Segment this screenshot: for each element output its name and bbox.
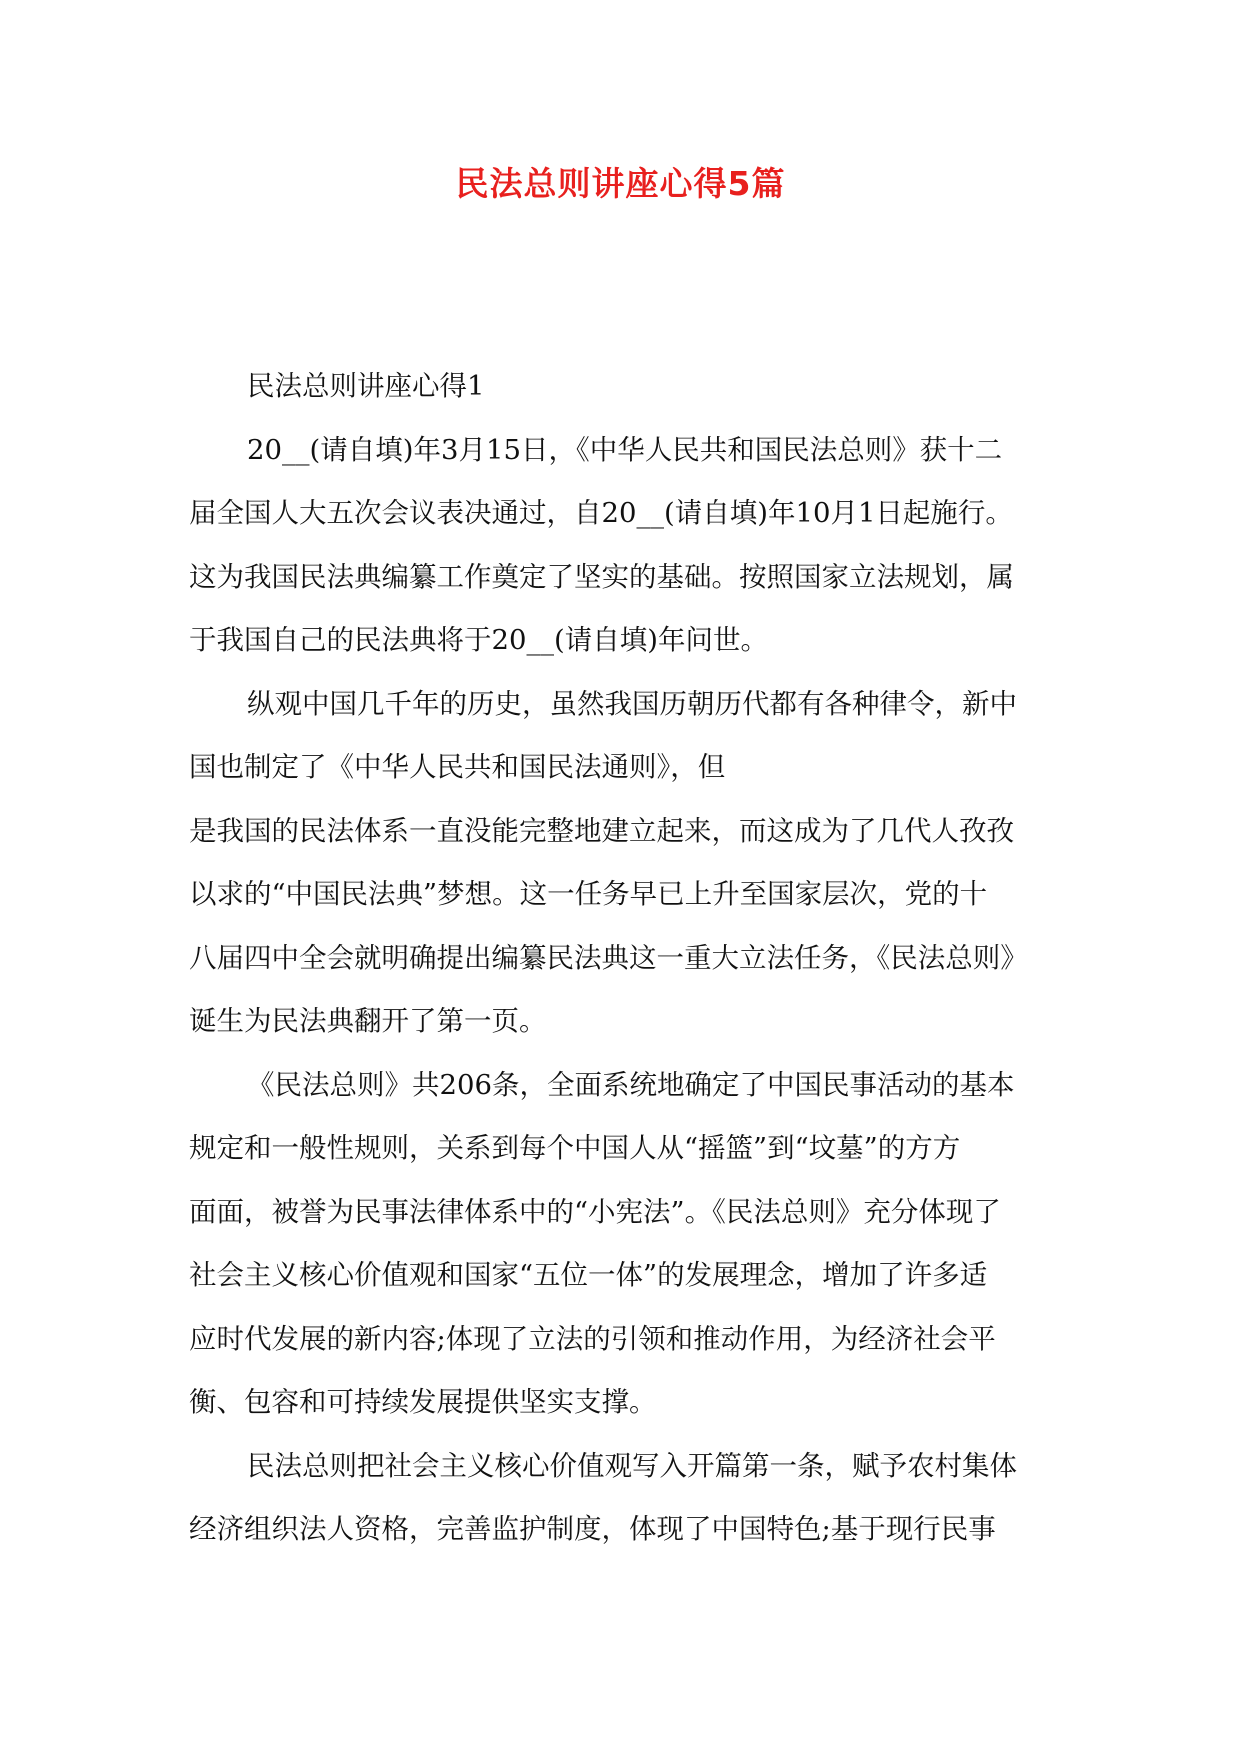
paragraph-line: 是我国的民法体系一直没能完整地建立起来，而这成为了几代人孜孜 <box>189 814 1014 847</box>
paragraph-line: 于我国自己的民法典将于20__(请自填)年问世。 <box>189 624 768 656</box>
paragraph-line: 经济组织法人资格，完善监护制度，体现了中国特色;基于现行民事 <box>189 1513 996 1545</box>
paragraph-line: 诞生为民法典翻开了第一页。 <box>189 1005 547 1037</box>
paragraph-line: 国也制定了《中华人民共和国民法通则》，但 <box>189 751 726 783</box>
paragraph-line: 以求的“中国民法典”梦想。这一任务早已上升至国家层次，党的十 <box>189 878 988 910</box>
section-heading: 民法总则讲座心得1 <box>247 370 485 402</box>
paragraph-line: 社会主义核心价值观和国家“五位一体”的发展理念，增加了许多适 <box>189 1259 988 1291</box>
paragraph-line: 20__(请自填)年3月15日，《中华人民共和国民法总则》获十二 <box>247 433 1003 466</box>
paragraph-line: 应时代发展的新内容;体现了立法的引领和推动作用，为经济社会平 <box>189 1322 996 1355</box>
paragraph-line: 民法总则把社会主义核心价值观写入开篇第一条，赋予农村集体 <box>247 1449 1017 1482</box>
paragraph-line: 面面，被誉为民事法律体系中的“小宪法”。《民法总则》充分体现了 <box>189 1195 1001 1228</box>
paragraph-line: 规定和一般性规则，关系到每个中国人从“摇篮”到“坟墓”的方方 <box>189 1132 961 1164</box>
document-title: 民法总则讲座心得5篇 <box>455 164 786 203</box>
document-body <box>189 355 1057 1562</box>
paragraph-line: 衡、包容和可持续发展提供坚实支撑。 <box>189 1386 657 1418</box>
paragraph-line: 八届四中全会就明确提出编纂民法典这一重大立法任务，《民法总则》 <box>189 941 1028 974</box>
paragraph-line: 这为我国民法典编纂工作奠定了坚实的基础。按照国家立法规划，属 <box>189 560 1014 593</box>
paragraph-line: 届全国人大五次会议表决通过，自20__(请自填)年10月1日起施行。 <box>189 497 1013 529</box>
paragraph-line: 《民法总则》共206条，全面系统地确定了中国民事活动的基本 <box>247 1068 1015 1101</box>
paragraph-line: 纵观中国几千年的历史，虽然我国历朝历代都有各种律令，新中 <box>247 687 1017 720</box>
